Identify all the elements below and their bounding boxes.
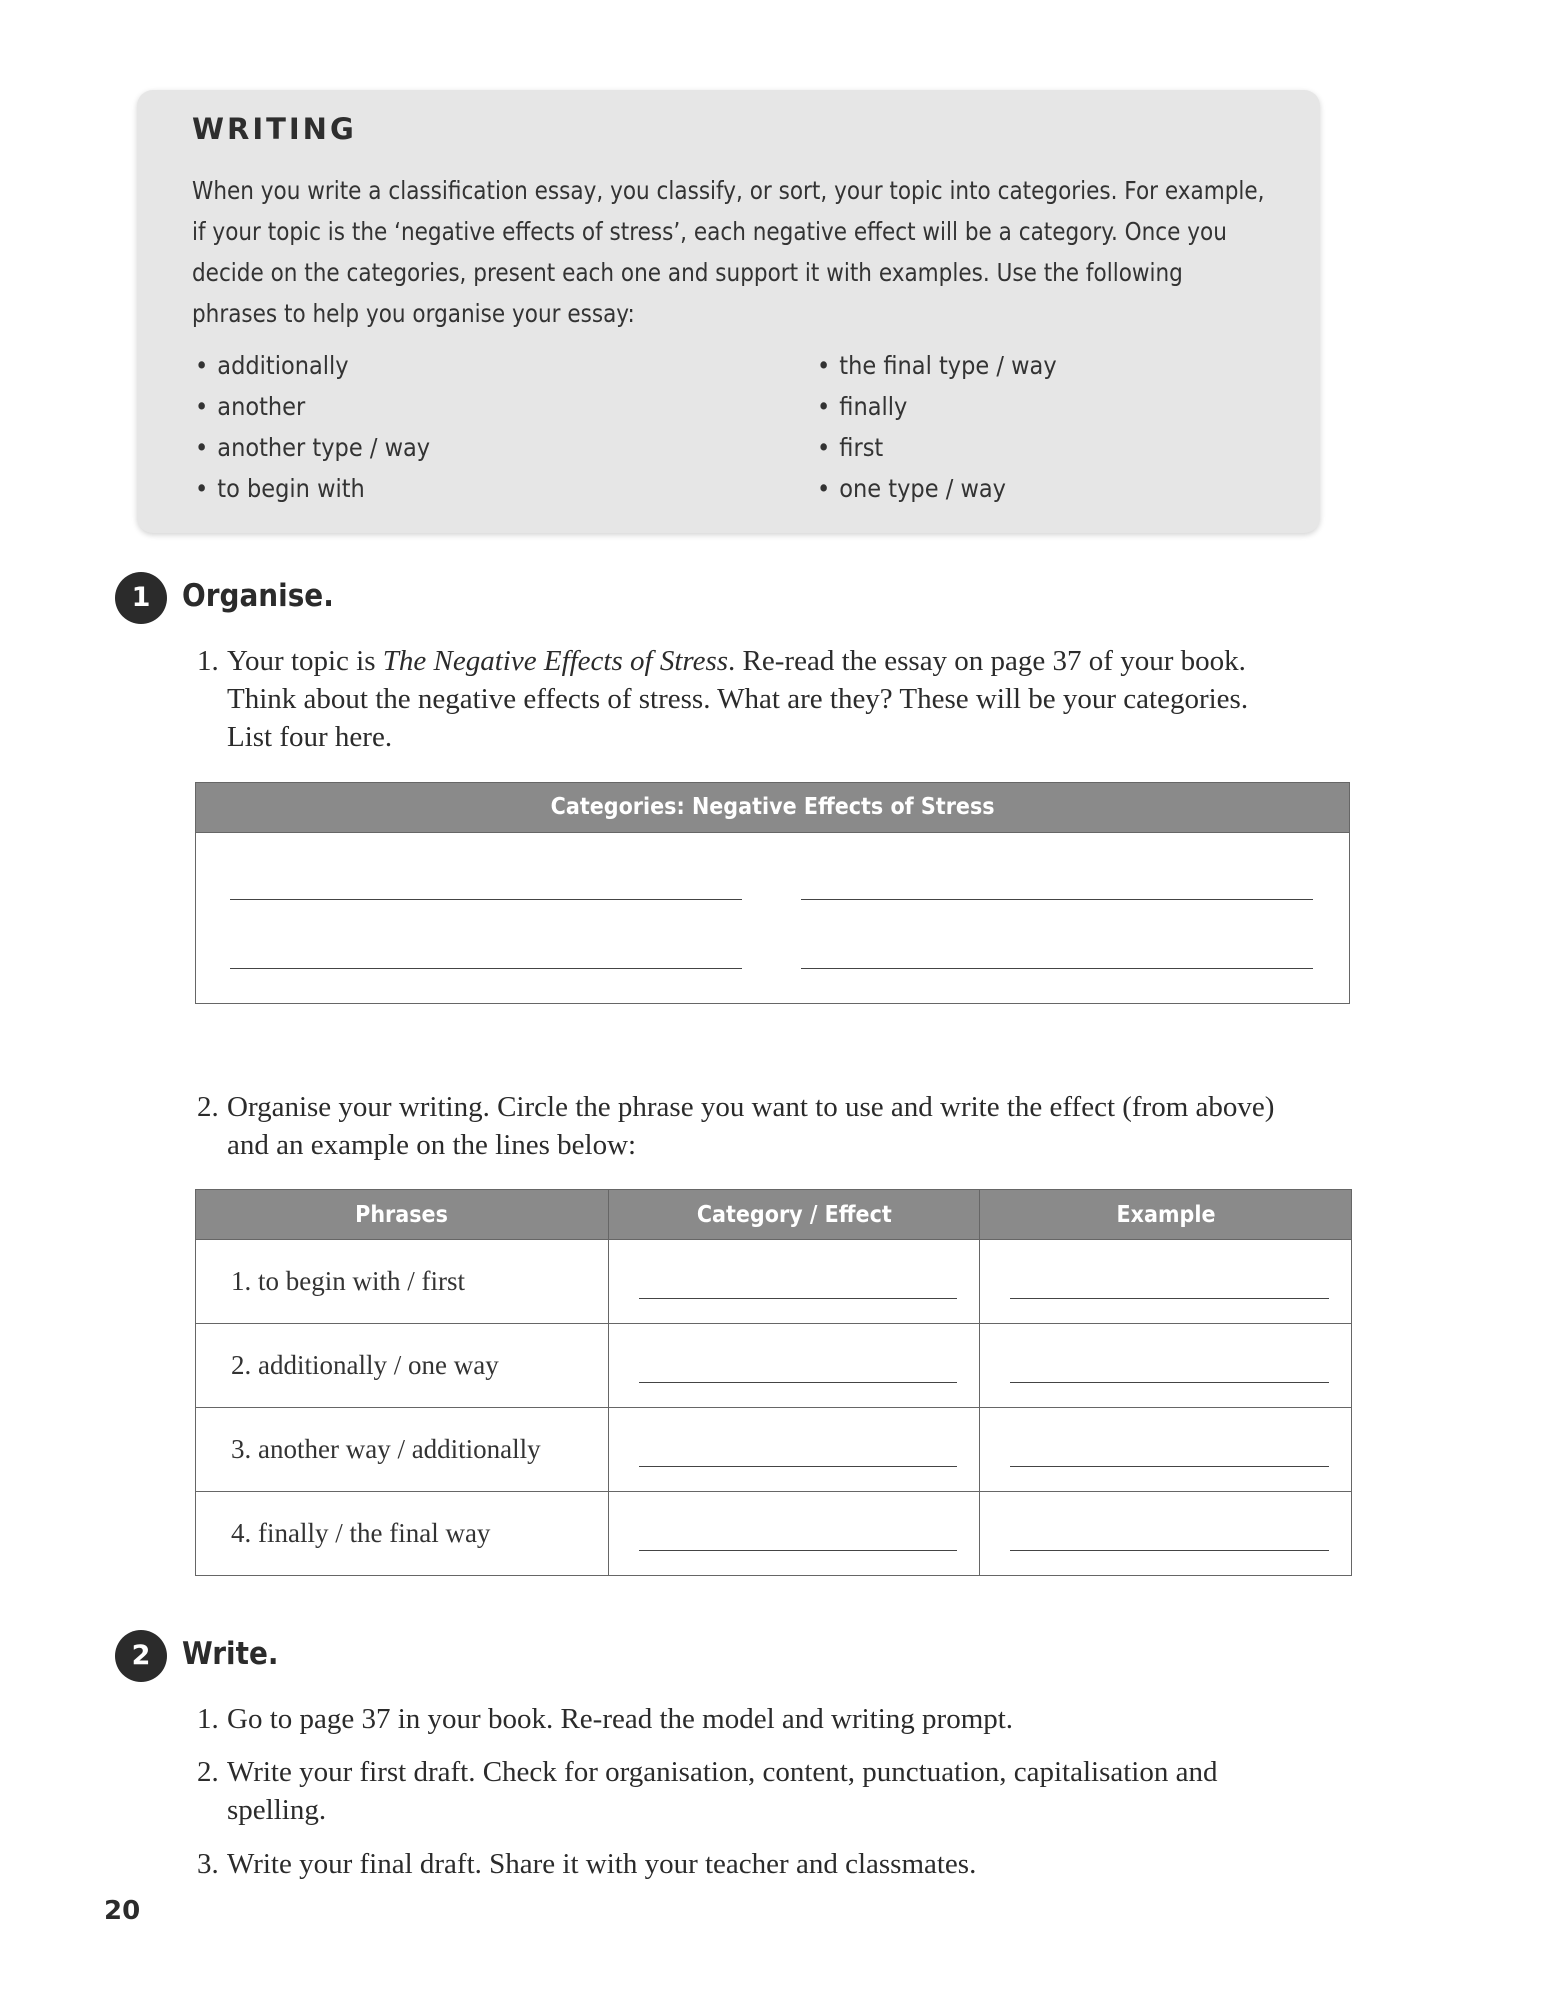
category-answer-line[interactable] [801, 899, 1313, 900]
answer-line[interactable] [1010, 1298, 1329, 1299]
answer-line[interactable] [1010, 1550, 1329, 1551]
phrase-list-right [817, 345, 1083, 509]
effect-cell[interactable] [608, 1240, 980, 1324]
instruction-number: 1. [197, 1703, 219, 1735]
instruction-number: 1. [197, 645, 219, 677]
phrase-list-left [195, 345, 456, 509]
instruction-line: Organise your writing. Circle the phrase you want to use and write the effect (from above) [227, 1091, 1275, 1123]
category-answer-line[interactable] [230, 899, 742, 900]
example-cell[interactable] [980, 1408, 1352, 1492]
phrase-cell[interactable]: 1. to begin with / first [196, 1240, 609, 1324]
phrase-cell[interactable]: 2. additionally / one way [196, 1324, 609, 1408]
example-cell[interactable] [980, 1492, 1352, 1576]
instruction-number: 3. [197, 1848, 219, 1880]
category-answer-line[interactable] [230, 968, 742, 969]
column-header: Example [980, 1190, 1352, 1240]
phrase-cell[interactable]: 4. finally / the final way [196, 1492, 609, 1576]
list-item: • the final type / way [817, 345, 1057, 386]
effect-cell[interactable] [608, 1324, 980, 1408]
instruction-2 [197, 1088, 1397, 1168]
write-step-3 [197, 1845, 1397, 1885]
list-item: • to begin with [195, 468, 430, 509]
list-item: • additionally [195, 345, 430, 386]
phrases-table [195, 1189, 1352, 1576]
answer-line[interactable] [1010, 1382, 1329, 1383]
list-item: • first [817, 427, 1057, 468]
section-number-badge: 1 [115, 572, 167, 624]
categories-header: Categories: Negative Effects of Stress [196, 783, 1349, 833]
write-step-1 [197, 1700, 1397, 1740]
list-item: • another [195, 386, 430, 427]
instruction-line: and an example on the lines below: [227, 1129, 637, 1161]
list-item: • another type / way [195, 427, 430, 468]
table-header-row [196, 1190, 1352, 1240]
section-title: Write. [182, 1636, 279, 1672]
writing-box [137, 90, 1320, 533]
phrase-cell[interactable]: 3. another way / additionally [196, 1408, 609, 1492]
category-answer-line[interactable] [801, 968, 1313, 969]
table-row [196, 1240, 1352, 1324]
effect-cell[interactable] [608, 1492, 980, 1576]
instruction-line: Write your final draft. Share it with your teacher and classmates. [227, 1848, 977, 1880]
instruction-line: Go to page 37 in your book. Re-read the model and writing prompt. [227, 1703, 1014, 1735]
example-cell[interactable] [980, 1240, 1352, 1324]
example-cell[interactable] [980, 1324, 1352, 1408]
instruction-line: Write your first draft. Check for organisation, content, punctuation, capitalisation and [227, 1756, 1218, 1788]
instruction-number: 2. [197, 1091, 219, 1123]
write-step-2 [197, 1753, 1397, 1833]
categories-table [195, 782, 1350, 1004]
answer-line[interactable] [639, 1298, 958, 1299]
page-number: 20 [104, 1896, 141, 1926]
instruction-1 [197, 642, 1397, 762]
answer-line[interactable] [639, 1466, 958, 1467]
writing-intro: When you write a classification essay, you classify, or sort, your topic into categories. For example, if your topic is the ‘negative effects of stress’, each negative effect will be a category. Once you decide on the categories, present each one and support it with examples. Use the following phrases to help you organise your essay: [192, 176, 1265, 328]
instruction-line: spelling. [227, 1794, 327, 1826]
column-header: Phrases [196, 1190, 609, 1240]
list-item: • finally [817, 386, 1057, 427]
instruction-number: 2. [197, 1756, 219, 1788]
column-header: Category / Effect [608, 1190, 980, 1240]
section-title: Organise. [182, 578, 334, 614]
topic-title: The Negative Effects of Stress [382, 645, 729, 677]
answer-line[interactable] [639, 1550, 958, 1551]
instruction-line: Think about the negative effects of stress. What are they? These will be your categories. [227, 683, 1249, 715]
section-number-badge: 2 [115, 1630, 167, 1682]
instruction-line: List four here. [227, 721, 393, 753]
table-row [196, 1324, 1352, 1408]
effect-cell[interactable] [608, 1408, 980, 1492]
table-row [196, 1408, 1352, 1492]
table-row [196, 1492, 1352, 1576]
answer-line[interactable] [639, 1382, 958, 1383]
writing-title: WRITING [192, 112, 357, 146]
list-item: • one type / way [817, 468, 1057, 509]
answer-line[interactable] [1010, 1466, 1329, 1467]
instruction-line: Your topic is The Negative Effects of Stress. Re-read the essay on page 37 of your book. [227, 645, 1246, 677]
